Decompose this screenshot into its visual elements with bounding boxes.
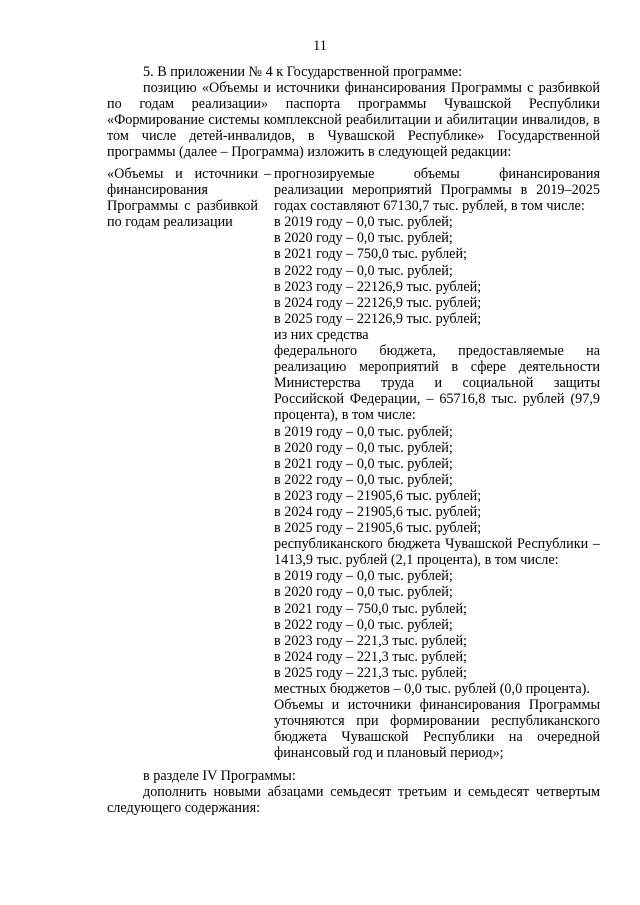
item-heading: 5. В приложении № 4 к Государственной программе:	[143, 64, 463, 80]
list-item: в 2020 году – 0,0 тыс. рублей;	[274, 584, 453, 601]
total-years-list	[274, 214, 600, 327]
list-item: в 2024 году – 22126,9 тыс. рублей;	[274, 294, 482, 311]
list-item: в 2023 году – 21905,6 тыс. рублей;	[274, 487, 482, 504]
federal-budget: федерального бюджета, предоставляемые на реализацию мероприятий в сфере деятельности Министерства труда и социальной защиты Российской Федерации, – 65716,8 тыс. рублей (97,9 процента), в том числе:	[274, 343, 600, 424]
list-item: в 2022 году – 0,0 тыс. рублей;	[274, 262, 453, 279]
intro-paragraph: позицию «Объемы и источники финансирования Программы с разбивкой по годам реализации» паспорта программы Чувашской Республики «Формирование системы комплексной реабилитации и абилитации инвалидов, в том числе детей-инвалидов, в Чувашской Республике» Государственной программы (далее – Программа) изложить в следующей редакции:	[107, 80, 600, 161]
list-item: в 2019 году – 0,0 тыс. рублей;	[274, 423, 453, 440]
section-heading: в разделе IV Программы:	[143, 768, 296, 784]
outro-block	[107, 768, 600, 816]
federal-years-list	[274, 424, 600, 537]
list-item: в 2020 году – 0,0 тыс. рублей;	[274, 439, 453, 456]
local-budget: местных бюджетов – 0,0 тыс. рублей (0,0 процента).	[274, 681, 590, 697]
list-item: в 2021 году – 750,0 тыс. рублей;	[274, 246, 467, 263]
list-item: в 2024 году – 221,3 тыс. рублей;	[274, 648, 467, 665]
list-item: в 2020 году – 0,0 тыс. рублей;	[274, 230, 453, 247]
list-item: в 2025 году – 22126,9 тыс. рублей;	[274, 310, 482, 327]
list-item: в 2023 году – 221,3 тыс. рублей;	[274, 632, 467, 649]
list-item: в 2021 году – 0,0 тыс. рублей;	[274, 455, 453, 472]
total-financing: прогнозируемые объемы финансирования реализации мероприятий Программы в 2019–2025 годах составляют 67130,7 тыс. рублей, в том числе:	[274, 166, 600, 215]
closing-note: Объемы и источники финансирования Программы уточняются при формировании республиканского бюджета Чувашской Республики на очередной финансовый год и плановый период»;	[274, 697, 600, 762]
list-item: в 2023 году – 22126,9 тыс. рублей;	[274, 278, 482, 295]
republic-budget: республиканского бюджета Чувашской Республики – 1413,9 тыс. рублей (2,1 процента), в том числе:	[274, 536, 600, 569]
intro-block	[107, 64, 600, 161]
list-item: в 2021 году – 750,0 тыс. рублей;	[274, 600, 467, 617]
list-item: в 2025 году – 21905,6 тыс. рублей;	[274, 520, 482, 537]
sources-heading: из них средства	[274, 326, 369, 343]
page-number: 11	[313, 38, 327, 54]
financing-details	[274, 166, 600, 761]
list-item: в 2019 году – 0,0 тыс. рублей;	[274, 568, 453, 585]
list-item: в 2025 году – 221,3 тыс. рублей;	[274, 664, 467, 681]
list-item: в 2024 году – 21905,6 тыс. рублей;	[274, 503, 482, 520]
republic-years-list	[274, 568, 600, 681]
financing-label: «Объемы и источники финансирования Программы с разбивкой по годам реализации	[107, 166, 258, 231]
list-item: в 2022 году – 0,0 тыс. рублей;	[274, 471, 453, 488]
label-dash: –	[264, 166, 272, 182]
list-item: в 2019 году – 0,0 тыс. рублей;	[274, 214, 453, 231]
list-item: в 2022 году – 0,0 тыс. рублей;	[274, 616, 453, 633]
outro-paragraph: дополнить новыми абзацами семьдесят третьим и семьдесят четвертым следующего содержания:	[107, 784, 600, 817]
